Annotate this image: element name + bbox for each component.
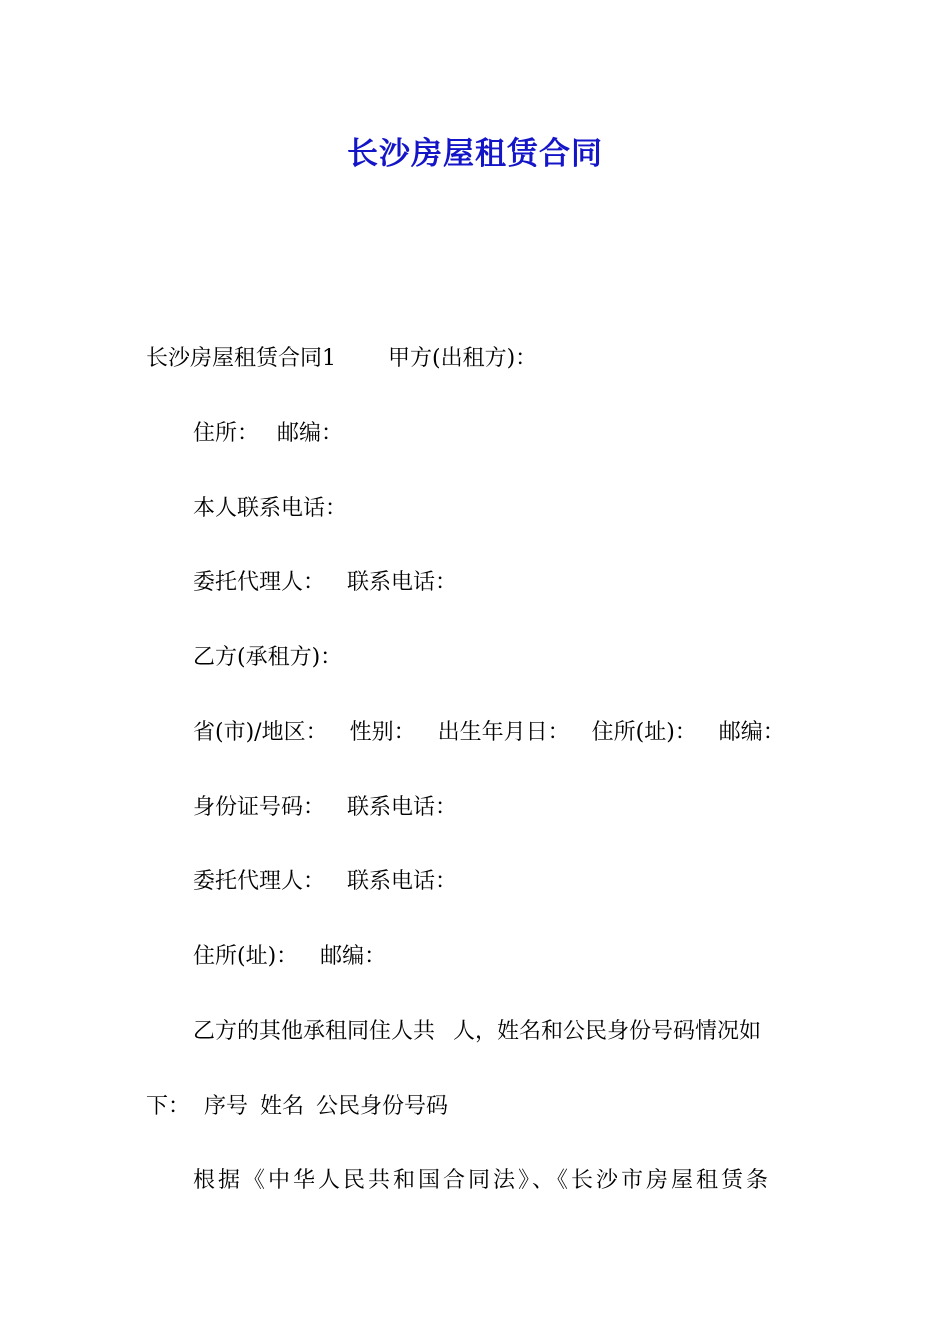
doc-line-1 <box>146 344 537 374</box>
document-title: 长沙房屋租赁合同 <box>347 136 603 172</box>
doc-line-5 <box>193 643 342 673</box>
doc-text: 姓名 <box>260 1094 305 1119</box>
doc-line-7 <box>193 793 457 823</box>
doc-line-4 <box>193 568 457 598</box>
doc-text: 甲方(出租方)： <box>388 346 538 371</box>
doc-text: 性别： <box>349 720 416 745</box>
doc-line-10 <box>193 1017 761 1047</box>
doc-text: 乙方的其他承租同住人共 <box>193 1019 436 1044</box>
doc-text: 省(市)/地区： <box>193 720 328 745</box>
doc-line-8 <box>193 867 457 897</box>
doc-line-3 <box>193 494 347 524</box>
doc-text: 身份证号码： <box>193 795 326 820</box>
doc-text: 序号 <box>204 1094 249 1119</box>
doc-text: 委托代理人： <box>193 869 326 894</box>
doc-text: 邮编： <box>320 944 387 969</box>
doc-text: 联系电话： <box>347 869 458 894</box>
doc-text: 人，姓名和公民身份号码情况如 <box>453 1019 762 1044</box>
doc-text: 联系电话： <box>347 570 458 595</box>
doc-line-6 <box>193 718 785 748</box>
doc-text: 长沙房屋租赁合同1 <box>146 346 336 371</box>
doc-text: 联系电话： <box>347 795 458 820</box>
doc-line-9 <box>193 942 386 972</box>
doc-text: 本人联系电话： <box>193 496 348 521</box>
doc-text: 住所(址)： <box>193 944 299 969</box>
doc-text: 住所： <box>193 421 260 446</box>
doc-text: 委托代理人： <box>193 570 326 595</box>
doc-text: 下： <box>146 1094 191 1119</box>
doc-line-11 <box>146 1092 448 1122</box>
doc-line-12 <box>193 1166 771 1196</box>
doc-text: 邮编： <box>718 720 785 745</box>
doc-text: 邮编： <box>277 421 344 446</box>
doc-text: 公民身份号码 <box>316 1094 449 1119</box>
doc-text: 出生年月日： <box>437 720 570 745</box>
doc-text: 根据《中华人民共和国合同法》、《长沙市房屋租赁条 <box>193 1168 772 1193</box>
doc-text: 乙方(承租方)： <box>193 645 343 670</box>
doc-text: 住所(址)： <box>591 720 697 745</box>
doc-line-2 <box>193 419 343 449</box>
